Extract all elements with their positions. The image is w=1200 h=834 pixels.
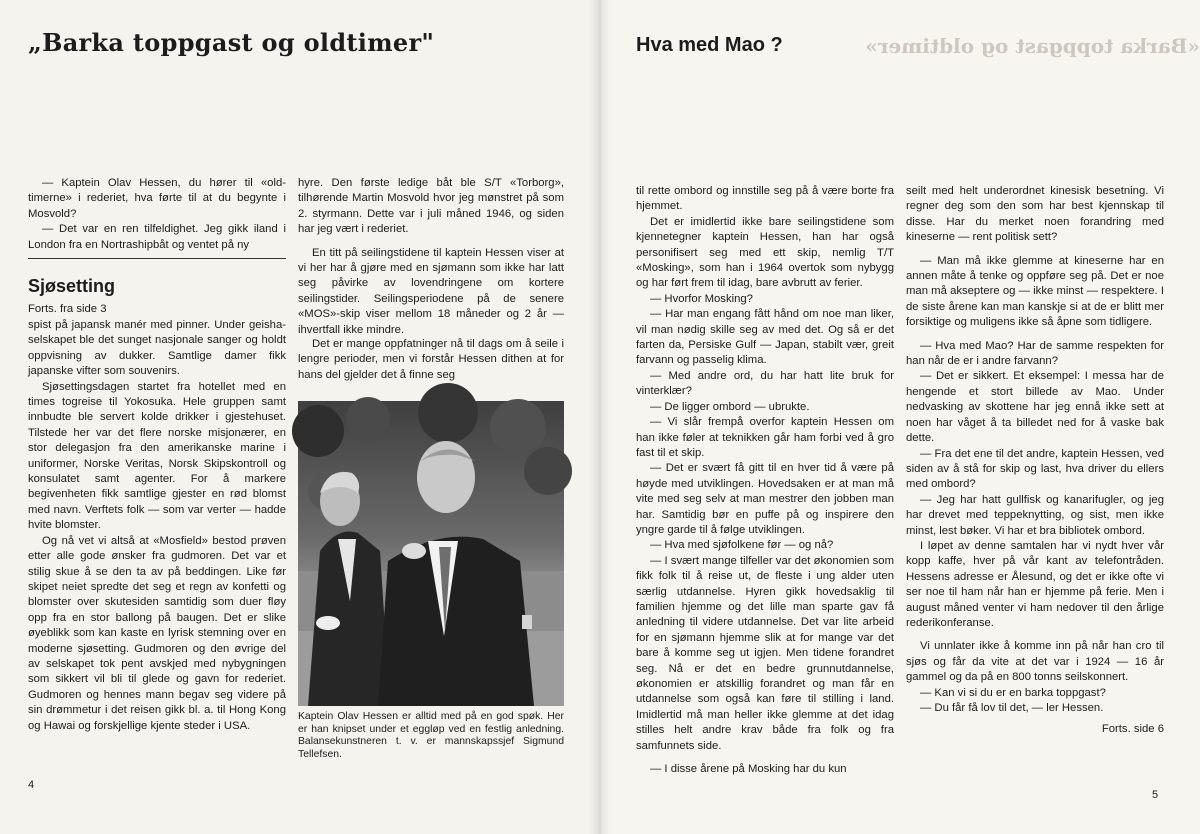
paragraph: — Fra det ene til det andre, kaptein Hessen, ved siden av å stå for skip og last, hva driver du ellers med ombord? — [906, 447, 1164, 491]
continued-from-label: Forts. fra side 3 — [28, 303, 107, 315]
interview-column-d — [906, 184, 1164, 738]
paragraph: — Man må ikke glemme at kineserne har en annen måte å tenke og oppføre seg på. Det er noe man må akseptere og — ikke minst — respektere. I de siste årene kan man kanskje si at de er blitt mer forsiktige og muligens ikke så åpne som tidligere. — [906, 254, 1164, 329]
paragraph: — Det er sikkert. Et eksempel: I messa har de hengende et stort billede av Mao. Under nedvasking av skottene har jeg ennå ikke sett at noen har våget å ta billedet ned for å vaske bak dette. — [906, 370, 1164, 445]
interview-column-upper — [298, 176, 564, 338]
paragraph: — I svært mange tilfeller var det økonomien som fikk folk til å reise ut, de fleste i ung alder uten særlig utdannelse. Hyren gikk hovedsaklig til familien hjemme og det lille man sparte gav få anledning til videre utdannelse. Det var lite arbeid for en sjømann hjemme slik at for mange var det bare å komme seg ut igjen. Men tidene forandret seg. Nå er det en bedre grunnutdannelse, økonomien er atskillig forandret og man får en utdannelse som også kan føre til stilling i land. Imidlertid må man heller ikke glemme at det idag stilles helt andre krav både fra folk og fra samfunnets side. — [636, 554, 894, 752]
paragraph: til rette ombord og innstille seg på å være borte fra hjemmet. — [636, 185, 894, 213]
page-number: 5 — [1152, 789, 1159, 801]
paragraph: hyre. Den første ledige båt ble S/T «Torborg», tilhørende Martin Mosvold hvor jeg mønstret på som 2. styrmann. Dette var i juli måned 1946, og siden har jeg vært i rederiet. — [298, 177, 564, 236]
paragraph: — Med andre ord, du har hatt lite bruk for vinterklær? — [636, 369, 894, 398]
photo-caption: Kaptein Olav Hessen er alltid med på en god spøk. Her er han knipset under et eggløp ved en festlig anledning. Balansekunstneren t. v. er mannskapssjef Sigmund Tellefsen. — [298, 711, 564, 760]
photo — [298, 401, 564, 706]
show-through-headline: «Barka toppgast og oldtimer» — [865, 34, 1200, 58]
spine-shadow — [588, 0, 612, 834]
page-headline: Hva med Mao ? — [636, 34, 783, 56]
paragraph: — Hva med sjøfolkene før — og nå? — [650, 539, 834, 552]
paragraph: — Kaptein Olav Hessen, du hører til «old-timerne» i rederiet, hva førte til at du begynte i Mosvold? — [28, 177, 286, 220]
section-heading: Sjøsetting — [28, 276, 116, 296]
paragraph: spist på japansk manér med pinner. Under geisha-selskapet ble det sunget nasjonale sanger og holdt oppvisning av dukker. Samtlige damer fikk japanske vifter som souvenirs. — [28, 319, 286, 378]
paragraph: Det er mange oppfatninger nå til dags om å seile i lengre perioder, men vi forstår Hessen dithen at for hans del gjelder det å finne seg — [298, 338, 564, 381]
right-page — [600, 0, 1200, 834]
paragraph: — Det er svært få gitt til en hver tid å være på høyde med utviklingen. Hovedsaken er at man må vite med seg selv at man mestrer den jobben man har. Samtidig bør en puffe på og inspirere den yngre garde til å følge utviklingen. — [636, 462, 894, 536]
paragraph: — Har man engang fått hånd om noe man liker, vil man nødig skille seg av med det. Og så er det farten da, Persiske Gulf — Japan, stabilt vær, greit farvann og passelig klima. — [636, 308, 894, 367]
page-number: 4 — [28, 779, 35, 791]
paragraph: — Jeg har hatt gullfisk og kanarifugler, og jeg har drevet med teppeknytting, og sist, men ikke minst, lest bøker. Vi har et bra bibliotek ombord. — [906, 493, 1164, 537]
paragraph: — Hva med Mao? Har de samme respekten for han når de er i andre farvann? — [906, 339, 1164, 368]
photo-egg-race — [298, 401, 564, 706]
paragraph: — Det var en ren tilfeldighet. Jeg gikk iland i London fra en Nortrashipbåt og ventet på ny — [28, 223, 286, 251]
article-headline: „Barka toppgast og oldtimer" — [28, 28, 435, 57]
intro-column — [28, 176, 286, 253]
interview-column-lower — [298, 337, 564, 383]
paragraph: Vi unnlater ikke å komme inn på når han cro til sjøs og får da vite at det var i 1924 — 16 år gammel og da på en 800 tonns seilskonnert. — [906, 640, 1164, 684]
paragraph: Og nå vet vi altså at «Mosfield» bestod prøven etter alle gode ønsker fra gudmoren. Det var et stilig skue å se den ta av på beddingen. Like før skipet neiet spredte det seg et regn av konfetti og blomster over skutesiden samtidig som duer fløy opp fra en stor ballong på baugen. Det er slike øyeblikk som kan kaste en lyrisk stemning over en moderne sjøsetting. Gudmoren og den øvrige del av selskapet tok pent avskjed med nybygningen som sikkert vil bli til glede og gavn for rederiet. Gudmoren og hennes mann begav seg videre på sin drømmetur i det reisen gikk bl. a. til Hong Kong og Hawai og forskjellige kjente steder i USA. — [28, 534, 286, 732]
paragraph: — Vi slår frempå overfor kaptein Hessen om han ikke føler at teknikken går ham forbi ved å gro fast til et skip. — [636, 416, 894, 459]
paragraph: — I disse årene på Mosking har du kun — [650, 763, 847, 776]
paragraph: — Du får få lov til det, — ler Hessen. — [920, 702, 1104, 714]
section-divider — [28, 258, 286, 259]
paragraph: Sjøsettingsdagen startet fra hotellet med en times togreise til Yokosuka. Hele gruppen samt innbudte ble servert kolde drikker i gjestehuset. Tilstede her var det flere norske misjonærer, en stor delegasjon fra den amerikanske marine i uniformer, Norske Veritas, Norsk Skipskontroll og konsulatet samt agenter. For å markere begivenheten fikk samtlige gjester en rød blomst med navn. Verftets folk — som var verter — hadde hvite blomster. — [28, 380, 286, 532]
paragraph: Det er imidlertid ikke bare seilingstidene som kjennetegner kaptein Hessen, han har også personifisert seg med ett skip, nemlig T/T «Mosking», som han i 1964 overtok som nybygg og har ført frem til idag, bare avbrutt av ferier. — [636, 215, 894, 290]
paragraph: — De ligger ombord — ubrukte. — [650, 400, 810, 413]
paragraph: seilt med helt underordnet kinesisk besetning. Vi regner deg som den som har best kjennskap til disse. Har du merket noen forandring med kineserne — rent politisk sett? — [906, 185, 1164, 244]
paragraph: I løpet av denne samtalen har vi nydt hver vår kopp kaffe, hver på vår kant av telefontråden. Hessens adresse er Ålesund, og det er ikke ofte vi ser noe til ham når han er hjemme på ferie. Men i august måned venter vi ham nedover til den årlige rederikonferanse. — [906, 539, 1164, 629]
continued-on-label: Forts. side 6 — [1101, 723, 1164, 736]
paragraph: — Kan vi si du er en barka toppgast? — [920, 686, 1106, 699]
paragraph: — Hvorfor Mosking? — [650, 292, 753, 305]
sjosetting-column — [28, 318, 286, 734]
interview-column-c — [636, 184, 894, 777]
paragraph: En titt på seilingstidene til kaptein Hessen viser at vi her har å gjøre med en sjømann som ikke har latt seg påvirke av lovendringene om kortere seilingstider. Seilingsperiodene på de senere «MOS»-skip viser mellom 18 måneder og 2 år — ihvertfall ikke mindre. — [298, 246, 564, 336]
